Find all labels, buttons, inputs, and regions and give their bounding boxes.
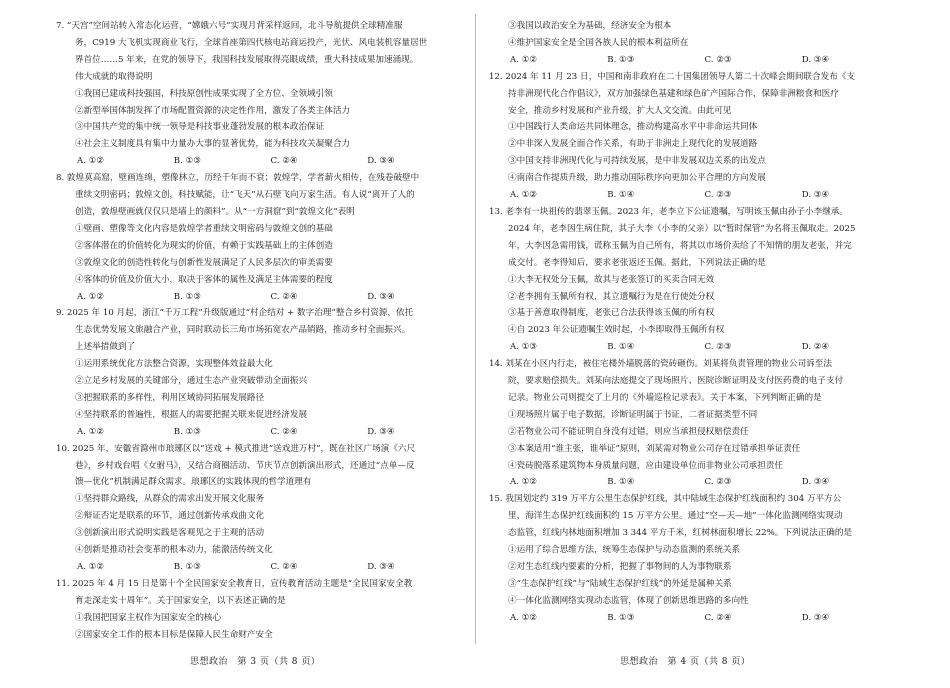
answer-option: A. ①②: [510, 190, 538, 201]
question-9-line: ②立足乡村发展的关键部分，通过生态产业突破带动全面振兴: [75, 376, 308, 387]
answer-option: C. ②④: [270, 562, 298, 572]
question-12-line: 持非洲现代化合作倡议》，双方加强绿色基建和绿色矿产国际合作，保障非洲粮食和医疗: [508, 88, 839, 99]
question-13-line: ④自 2023 年公证遗嘱生效时起，小李即取得玉佩所有权: [508, 325, 725, 336]
question-11-options: [489, 52, 899, 69]
answer-option: D. ③④: [801, 477, 830, 488]
question-15-line: 态监管，红线内林地面积增加 3 344 平方千米，红树林面积增长 22%。下列说法正确的是: [508, 528, 853, 539]
question-7-line: 界首位……5 年来，在党的领导下，我国科技发展取得亮眼成绩，重大科技成果加速涌现。: [75, 54, 419, 65]
question-14-line: ④瓷砖脱落系建筑物本身质量问题，应由建设单位而非物业公司承担责任: [508, 460, 784, 471]
answer-option: D. ③④: [367, 562, 395, 572]
question-8-line: 重续文明密码；敦煌文创，科技赋能，让“飞天”从石壁飞向万家生活。有人说“离开了人的: [75, 190, 415, 201]
answer-option: D. ③④: [367, 156, 395, 167]
question-12-line: ③中国支持非洲现代化与可持续发展，是中非发展双边关系的出发点: [508, 156, 766, 167]
question-13-line: 2024 年，老李因生病住院，其子大李（小李的父亲）以“暂时保管”为名将玉佩取走。2025: [508, 223, 856, 234]
answer-option: B. ①③: [173, 156, 201, 167]
question-12-options: [489, 187, 899, 204]
question-11-line: ②国家安全工作的根本目标是保障人民生命财产安全: [75, 629, 273, 640]
answer-option: A. ①③: [510, 342, 538, 353]
answer-option: A. ①②: [510, 54, 538, 65]
question-7-options: [56, 153, 464, 170]
question-11-line: ③我国以政治安全为基础，经济安全为根本: [508, 21, 672, 31]
question-13-line: 成交付。老李得知后，要求老张返还玉佩。据此，下列说法正确的是: [508, 257, 766, 268]
answer-option: A. ①②: [77, 156, 105, 167]
question-13-line: 年，大李因急需用钱，谎称玉佩为自己所有，将其以市场价卖给了不知情的朋友老张，并完: [508, 240, 852, 251]
question-15-line: ①运用了综合思维方法，统筹生态保护与动态监测的系统关系: [508, 545, 741, 556]
question-14-line: ①现场照片属于电子数据，诊断证明属于书证，二者证据类型不同: [508, 409, 758, 420]
question-11-line: ①我国把国家主权作为国家安全的核心: [75, 612, 222, 623]
question-12-line: ④南南合作提质升级，助力推动国际秩序向更加公平合理的方向发展: [508, 173, 766, 184]
answer-option: D. ③④: [367, 291, 395, 302]
question-8-line: 创造，敦煌壁画就仅仅只是墙上的颜料”。从“一方洞窟”到“敦煌文化”表明: [75, 206, 355, 217]
question-14-options: [489, 474, 899, 491]
answer-option: C. ②④: [270, 291, 298, 302]
left-page-column: [56, 18, 464, 644]
question-10-line: 巷》，乡村戏台唱《女驸马》，又结合商圈活动、节庆节点创新演出形式，还通过“点单—反: [75, 460, 415, 471]
answer-option: C. ②④: [704, 612, 732, 623]
answer-option: D. ②④: [801, 342, 830, 353]
question-15-line: ④一体化监测网络实现动态监管，体现了创新思维思路的多向性: [508, 595, 749, 606]
question-7-line: ②新型举国体制发挥了市场配置资源的决定性作用，激发了各类主体活力: [75, 105, 351, 116]
answer-option: C. ②④: [270, 156, 298, 167]
question-8-line: ③敦煌文化的创造性转化与创新性发展满足了人民多层次的审美需要: [75, 257, 333, 268]
page-footer-left: 思想政治 第 3 页（共 8 页）: [190, 657, 321, 667]
answer-option: B. ①④: [607, 477, 635, 488]
question-15-line: ③“生态保护红线”与“陆域生态保护红线”的外延是属种关系: [508, 578, 732, 589]
question-11-line: 11. 2025 年 4 月 15 日是第十个全民国家安全教育日，宣传教育活动主题是“全民国家安全教: [56, 578, 413, 589]
question-7-line: ①我国已建成科技强国，科技原创性成果实现了全方位、全领域引领: [75, 88, 333, 99]
answer-option: B. ①③: [607, 612, 635, 623]
question-10-line: 10. 2025 年，安徽省滁州市琅琊区以“送戏 + 模式推进“送戏进万村”，既在社区广场演《六尺: [56, 443, 416, 454]
question-9-line: ①运用系统优化方法整合资源，实现整体效益最大化: [75, 359, 273, 370]
answer-option: B. ①③: [173, 426, 201, 437]
question-7-line: ③中国共产党的集中统一领导是科技事业蓬勃发展的根本政治保证: [75, 122, 325, 133]
question-13-line: 13. 老李有一块祖传的翡翠玉佩。2023 年，老李立下公证遗嘱，写明该玉佩由孙子小李继承。: [489, 206, 848, 217]
question-14-line: ③本案适用“谁主张，谁举证”原则，刘某需对物业公司存在过错承担举证责任: [508, 443, 801, 454]
question-11-line: 育走深走实十周年”。关于国家安全，以下表述正确的是: [75, 595, 286, 606]
question-9-line: 上述举措做到了: [75, 342, 136, 353]
right-page-column: [489, 18, 899, 627]
question-9-line: ③把握联系的多样性，利用区域协同拓展发展路径: [75, 392, 265, 403]
question-8-line: ②客体潜在的价值转化为现实的价值，有赖于实践基础上的主体创造: [75, 240, 333, 251]
question-9-line: 生态优势发展文旅融合产业，同时联动长三角市场拓宽农产品销路，推动乡村全面振兴。: [75, 325, 411, 336]
question-14-line: ②若物业公司不能证明自身没有过错，则应当承担侵权赔偿责任: [508, 426, 749, 437]
question-10-line: ②辩证否定是联系的环节，通过创新传承戏曲文化: [75, 511, 265, 522]
answer-option: D. ③④: [801, 612, 830, 623]
answer-option: B. ①④: [607, 342, 635, 353]
answer-option: C. ②③: [704, 342, 732, 353]
question-11-line: ④维护国家安全是全国各族人民的根本利益所在: [508, 37, 689, 48]
question-9-options: [56, 424, 464, 441]
question-12-line: 12. 2024 年 11 月 23 日，中国和南非政府在二十国集团领导人第二十次峰会期间联合发布《支: [489, 71, 855, 82]
answer-option: B. ①③: [607, 54, 635, 65]
question-8-line: ①壁画、塑像等文化内容是敦煌学者重续文明密码与敦煌文创的基础: [75, 223, 333, 234]
question-12-line: ①中国践行人类命运共同体理念，推动构建高水平中非命运共同体: [508, 122, 758, 133]
question-10-line: ④创新是推动社会变革的根本动力，能激活传统文化: [75, 545, 273, 556]
question-13-options: [489, 339, 899, 356]
answer-option: D. ③④: [801, 190, 830, 201]
question-10-options: [56, 559, 464, 576]
question-13-line: ①大李无权处分玉佩，故其与老张签订的买卖合同无效: [508, 274, 715, 285]
answer-option: B. ①④: [607, 190, 635, 201]
question-10-line: ③创新演出形式说明实践是客观见之于主观的活动: [75, 528, 265, 539]
question-7-line: 伟大成就的取得说明: [75, 71, 153, 82]
question-8-line: 8. 敦煌莫高窟，壁画连绵，塑像林立，历经千年而不衰；敦煌学，学者薪火相传，在残卷破壁中: [56, 173, 420, 184]
question-7-line: 务，C919 大飞机实现商业飞行，全球首座第四代核电站商运投产，光伏、风电装机容量居世: [75, 37, 428, 48]
page-footer-right: 思想政治 第 4 页（共 8 页）: [620, 657, 751, 667]
answer-option: B. ①③: [173, 562, 201, 572]
question-9-line: 9. 2025 年 10 月起，浙江“千万工程”升级版通过“村企结对 + 数字治理”整合乡村资源，依托: [56, 308, 414, 319]
answer-option: C. ②③: [704, 477, 732, 488]
question-15-line: ②对生态红线内要素的分析，把握了事物间的人为事物联系: [508, 562, 732, 572]
answer-option: B. ①③: [173, 291, 201, 302]
question-8-options: [56, 289, 464, 306]
question-14-line: 记录。物业公司则提交了上月的《外墙巡检记录表》。关于本案，下列判断正确的是: [508, 392, 822, 403]
answer-option: C. ②③: [704, 54, 732, 65]
answer-option: A. ①②: [77, 291, 105, 302]
question-7-line: ④社会主义制度具有集中力量办大事的显著优势，能为科技攻关凝聚合力: [75, 139, 351, 150]
question-12-line: 安全，推动乡村发展和产业升级，扩大人文交流。由此可见: [508, 105, 732, 116]
question-14-line: 院，要求赔偿损失。刘某向法庭提交了现场照片、医院诊断证明及支付医药费的电子支付: [508, 376, 844, 387]
question-15-options: [489, 610, 899, 627]
answer-option: A. ①②: [510, 477, 538, 488]
question-9-line: ④坚持联系的普遍性，根据人的需要把握关联来促进经济发展: [75, 409, 308, 420]
answer-option: A. ①②: [77, 426, 105, 437]
question-13-line: ③基于善意取得制度，老张已合法获得该玉佩的所有权: [508, 308, 715, 319]
question-14-line: 14. 刘某在小区内行走，被住宅楼外墙脱落的瓷砖砸伤。刘某将负责管理的物业公司诉至法: [489, 359, 832, 370]
question-13-line: ②老李拥有玉佩所有权，其立遗嘱行为是在行使处分权: [508, 291, 715, 302]
answer-option: A. ①②: [510, 612, 538, 623]
answer-option: D. ③④: [367, 426, 395, 437]
answer-option: C. ②④: [270, 426, 298, 437]
question-12-line: ②中非深入发展全面合作关系，有助于非洲走上现代化的发展道路: [508, 139, 758, 150]
question-10-line: 馈—优化”机制满足群众需求。琅琊区的实践体现的哲学道理有: [75, 477, 312, 488]
page-divider: [475, 14, 476, 644]
question-15-line: 15. 我国划定约 319 万平方公里生态保护红线，其中陆域生态保护红线面积约 304 万平方公: [489, 494, 842, 505]
question-15-line: 里，海洋生态保护红线面积约 15 万平方公里。通过“空—天—地”一体化监测网络实现动: [508, 511, 843, 522]
answer-option: C. ②③: [704, 190, 732, 201]
question-10-line: ①坚持群众路线，从群众的需求出发开展文化服务: [75, 494, 265, 505]
question-8-line: ④客体的价值及价值大小，取决于客体的属性及满足主体需要的程度: [75, 274, 333, 285]
answer-option: A. ①②: [77, 562, 105, 572]
answer-option: D. ③④: [801, 54, 830, 65]
question-7-line: 7. “天宫”空间站转入常态化运营，“嫦娥六号”实现月背采样返回，北斗导航提供全球精准服: [56, 21, 403, 31]
